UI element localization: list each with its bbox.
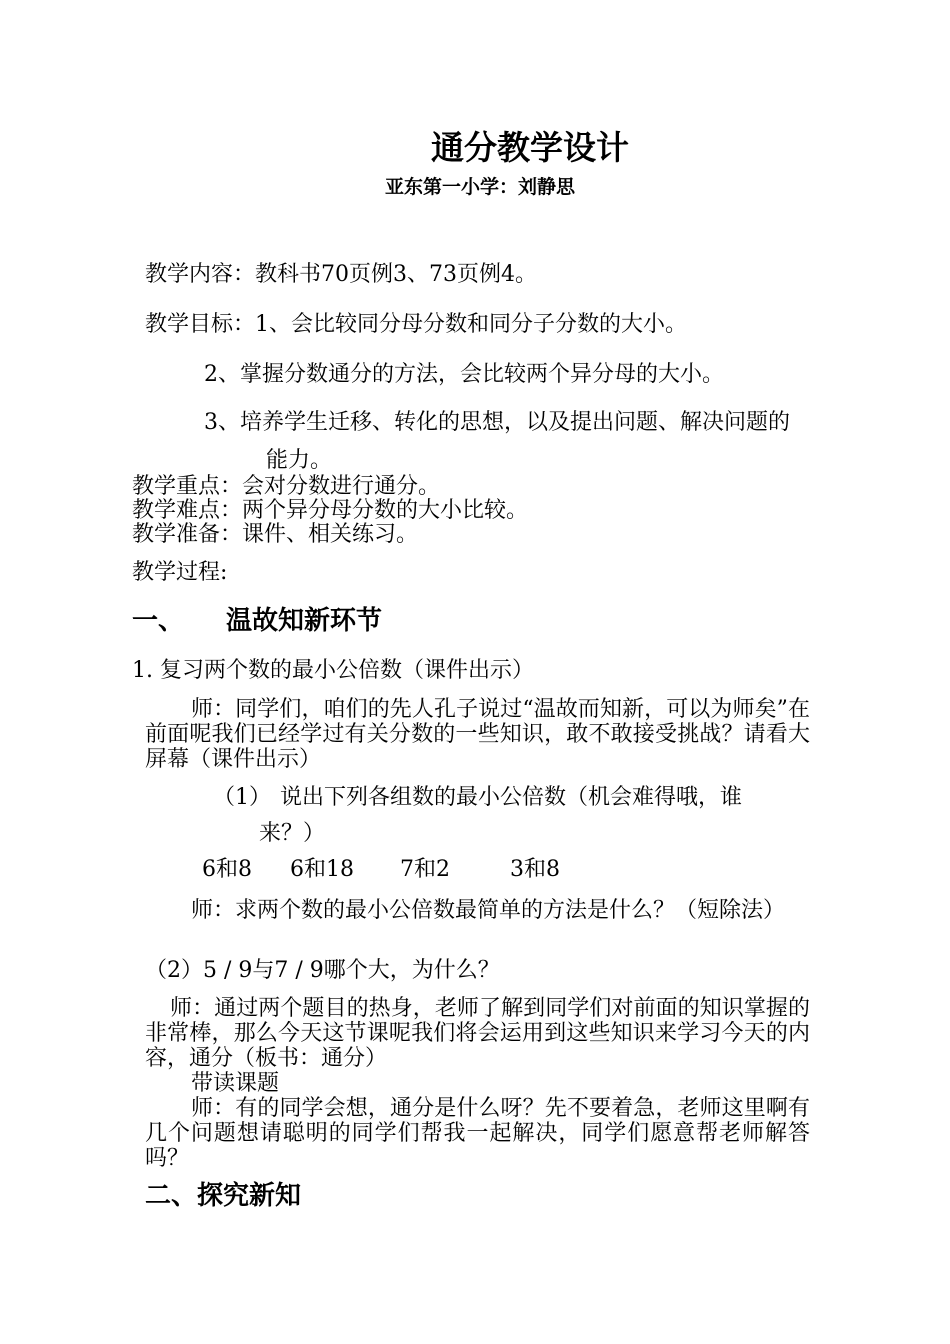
sub-question-1: 说出下列各组数的最小公倍数（机会难得哦，谁 <box>280 785 743 810</box>
teaching-key-point: 教学重点：会对分数进行通分。 <box>132 474 441 499</box>
section-1-title: 温故知新环节 <box>226 606 383 636</box>
teaching-preparation: 教学准备：课件、相关练习。 <box>132 522 419 547</box>
teaching-process: 教学过程: <box>132 560 228 585</box>
teaching-goal-3-cont: 能力。 <box>266 448 333 473</box>
number-pair: 3和8 <box>510 857 560 882</box>
teacher-paragraph-2: 师：求两个数的最小公倍数最简单的方法是什么？（短除法） <box>191 898 786 923</box>
teaching-goal-3: 3、培养学生迁移、转化的思想，以及提出问题、解决问题的 <box>204 410 790 435</box>
section-2-heading: 二、探究新知 <box>145 1181 302 1211</box>
sub-question-2: （2）5 / 9与7 / 9哪个大，为什么？ <box>145 958 500 983</box>
teaching-difficulty: 教学难点：两个异分母分数的大小比较。 <box>132 498 529 523</box>
number-pair: 6和8 <box>202 857 252 882</box>
section-1-heading <box>132 605 382 637</box>
teaching-content: 教学内容：教科书70页例3、73页例4。 <box>145 262 537 287</box>
section-1-number: 一、 <box>132 606 185 636</box>
teacher-paragraph-3: 师：通过两个题目的热身，老师了解到同学们对前面的知识掌握的非常棒，那么今天这节课呢我们将会运用到这些知识来学习今天的内容，通分（板书：通分） <box>145 996 810 1071</box>
review-item-1: 1. 复习两个数的最小公倍数（课件出示） <box>132 658 534 683</box>
document-author: 亚东第一小学：刘静思 <box>384 176 575 198</box>
teaching-goal-2: 2、掌握分数通分的方法，会比较两个异分母的大小。 <box>204 362 724 387</box>
read-title-note: 带读课题 <box>191 1071 280 1096</box>
teacher-paragraph-1: 师：同学们，咱们的先人孔子说过“温故而知新，可以为师矣”在前面呢我们已经学过有关分数的一些知识，敢不敢接受挑战？请看大屏幕（课件出示） <box>145 697 810 772</box>
number-pair: 7和2 <box>400 857 450 882</box>
teacher-paragraph-4: 师：有的同学会想，通分是什么呀？先不要着急，老师这里啊有几个问题想请聪明的同学们帮我一起解决，同学们愿意帮老师解答吗？ <box>145 1096 810 1171</box>
sub-question-1-label: （1） <box>213 785 271 810</box>
teaching-goal-1: 教学目标：1、会比较同分母分数和同分子分数的大小。 <box>145 312 687 337</box>
number-pairs <box>202 857 560 883</box>
document-title: 通分教学设计 <box>431 128 629 167</box>
sub-question-1-cont: 来？） <box>259 821 326 846</box>
number-pair: 6和18 <box>290 857 354 882</box>
